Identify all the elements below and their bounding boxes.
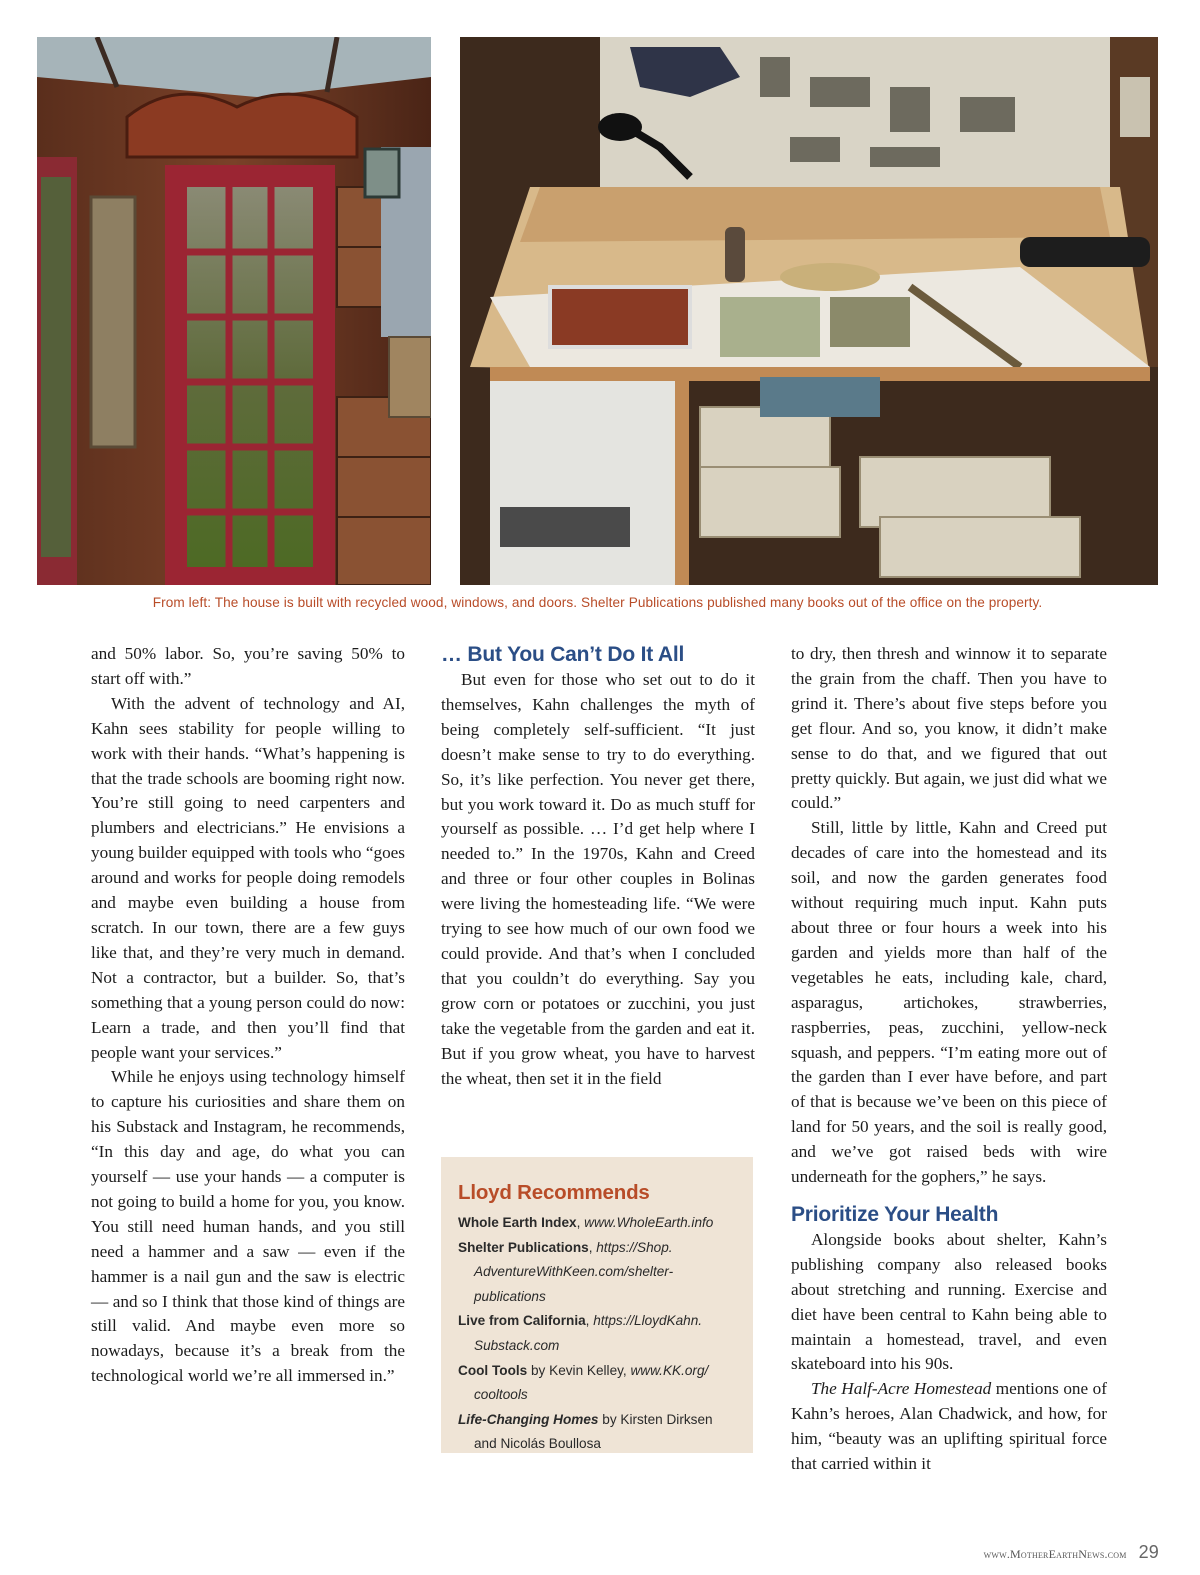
column-2 — [441, 642, 755, 1091]
photo-caption: From left: The house is built with recycled wood, windows, and doors. Shelter Publications published many books out of the office on the property. — [152, 595, 1043, 610]
col3-paragraph-4-text: mentions one of Kahn’s heroes, Alan Chadwick, and how, for him, “beauty was an uplifting spiritual force that carried within it — [791, 1379, 1108, 1474]
rec-name: Live from California — [458, 1313, 586, 1329]
rec-item-whole-earth: Whole Earth Index, www.WholeEarth.info — [458, 1215, 714, 1230]
rec-link[interactable]: https://LloydKahn. — [593, 1313, 703, 1329]
column-1 — [91, 642, 405, 1389]
book-title: The Half-Acre Homestead — [811, 1379, 992, 1399]
rec-item-shelter-publications: Shelter Publications, https://Shop. AdventureWithKeen.com/shelter- publications — [458, 1236, 739, 1310]
section-heading-cant-do-it-all: … But You Can’t Do It All — [441, 643, 685, 666]
col1-paragraph-1: and 50% labor. So, you’re saving 50% to start off with.” — [91, 644, 405, 688]
rec-author-continued: and Nicolás Boullosa — [474, 1436, 601, 1452]
rec-name: Cool Tools — [458, 1362, 528, 1378]
col3-paragraph-4 — [791, 1377, 1107, 1477]
col3-paragraph-1: to dry, then thresh and winnow it to separate the grain from the chaff. Then you have to grind it. There’s about five steps before you get flour. And so, you know, it didn’t make sense to do that, and we figured that out pretty quickly. But again, we just did what we could.” — [791, 644, 1107, 813]
rec-link-continued[interactable]: AdventureWithKeen.com/shelter- — [474, 1264, 674, 1280]
section-heading-prioritize-health: Prioritize Your Health — [791, 1202, 999, 1226]
rec-link[interactable]: https://Shop. — [596, 1239, 673, 1255]
rec-item-cool-tools — [458, 1359, 739, 1408]
rec-link-continued[interactable]: publications — [474, 1288, 546, 1304]
door-photo-illustration — [37, 37, 431, 585]
rec-name: Life-Changing Homes — [458, 1411, 599, 1427]
office-photo — [460, 37, 1158, 585]
website-url: www.MotherEarthNews.com — [983, 1547, 1127, 1561]
rec-item-life-changing-homes — [458, 1408, 739, 1457]
rec-item-live-from-california: Live from California, https://LloydKahn. Substack.com — [458, 1309, 739, 1358]
lloyd-recommends-box — [441, 1157, 753, 1453]
col3-paragraph-3: Alongside books about shelter, Kahn’s publishing company also released books about stretching and running. Exercise and diet have been central to Kahn being able to maintain a homestead, travel, and even skateboard into his 90s. — [791, 1229, 1107, 1374]
door-photo — [37, 37, 431, 585]
sidebar-title: Lloyd Recommends — [458, 1181, 650, 1204]
office-photo-illustration — [460, 37, 1158, 585]
page-folio — [984, 1542, 1159, 1563]
rec-link[interactable]: www.KK.org/ — [630, 1362, 709, 1378]
recommendation-list — [458, 1211, 739, 1457]
rec-name: Shelter Publications — [458, 1239, 589, 1255]
rec-link-continued[interactable]: Substack.com — [474, 1337, 560, 1353]
rec-name: Whole Earth Index — [458, 1215, 577, 1230]
rec-link[interactable]: www.WholeEarth.info — [584, 1215, 714, 1230]
col3-paragraph-2: Still, little by little, Kahn and Creed put decades of care into the homestead and its soil, and now the garden generates food without requiring much input. Kahn puts about three or four hours a week into his garden and yields more than half of the vegetables he eats, including kale, chard, asparagus, artichokes, strawberries, raspberries, peas, zucchini, yellow-neck squash, and peppers. “I’m eating more out of the garden than I ever have before, and part of that is because we’ve been on this piece of land for 50 years, and the soil is really good, and we’ve got raised beds with wire underneath for the gophers,” he says. — [791, 818, 1107, 1187]
rec-author: by Kevin Kelley, — [531, 1362, 631, 1378]
rec-link-continued[interactable]: cooltools — [474, 1387, 528, 1403]
col1-paragraph-2: With the advent of technology and AI, Kahn sees stability for people willing to work with their hands. “What’s happening is that the trade schools are booming right now. You’re still going to need carpenters and plumbers and electricians.” He envisions a young builder equipped with tools who “goes around and works for people doing remodels and maybe even building a house from scratch. In our town, there are a few guys like that, and they’re very much in demand. Not a contractor, but a builder. So, that’s something that a young person could do now: Learn a trade, and then you’ll find that people want your services.” — [91, 693, 405, 1062]
col1-paragraph-3: While he enjoys using technology himself to capture his curiosities and share them on his Substack and Instagram, he recommends, “In this day and age, do what you can yourself — use your hands — a computer is not going to build a home for you, you know. You still need human hands, and you still need a hammer and a saw — even if the hammer is a nail gun and the saw is electric — and so I think that those kind of things are still valid. And maybe even more so nowadays, because it’s a break from the technological world we’re all immersed in.” — [91, 1067, 405, 1386]
column-3 — [791, 642, 1107, 1477]
rec-author: by Kirsten Dirksen — [602, 1411, 713, 1427]
page-number: 29 — [1138, 1542, 1159, 1562]
col2-paragraph-1: But even for those who set out to do it themselves, Kahn challenges the myth of being completely self-sufficient. “It just doesn’t make sense to try to do everything. So, it’s like perfection. You never get there, but you work toward it. Do as much stuff for yourself as possible. … I’d get help where I needed to.” In the 1970s, Kahn and Creed and three or four other couples in Bolinas were living the homesteading life. “We were trying to see how much of our own food we could provide. And that’s when I concluded that you couldn’t do everything. Say you grow corn or potatoes or zucchini, you just take the vegetable from the garden and eat it. But if you grow wheat, you have to harvest the wheat, then set it in the field — [441, 670, 755, 1088]
